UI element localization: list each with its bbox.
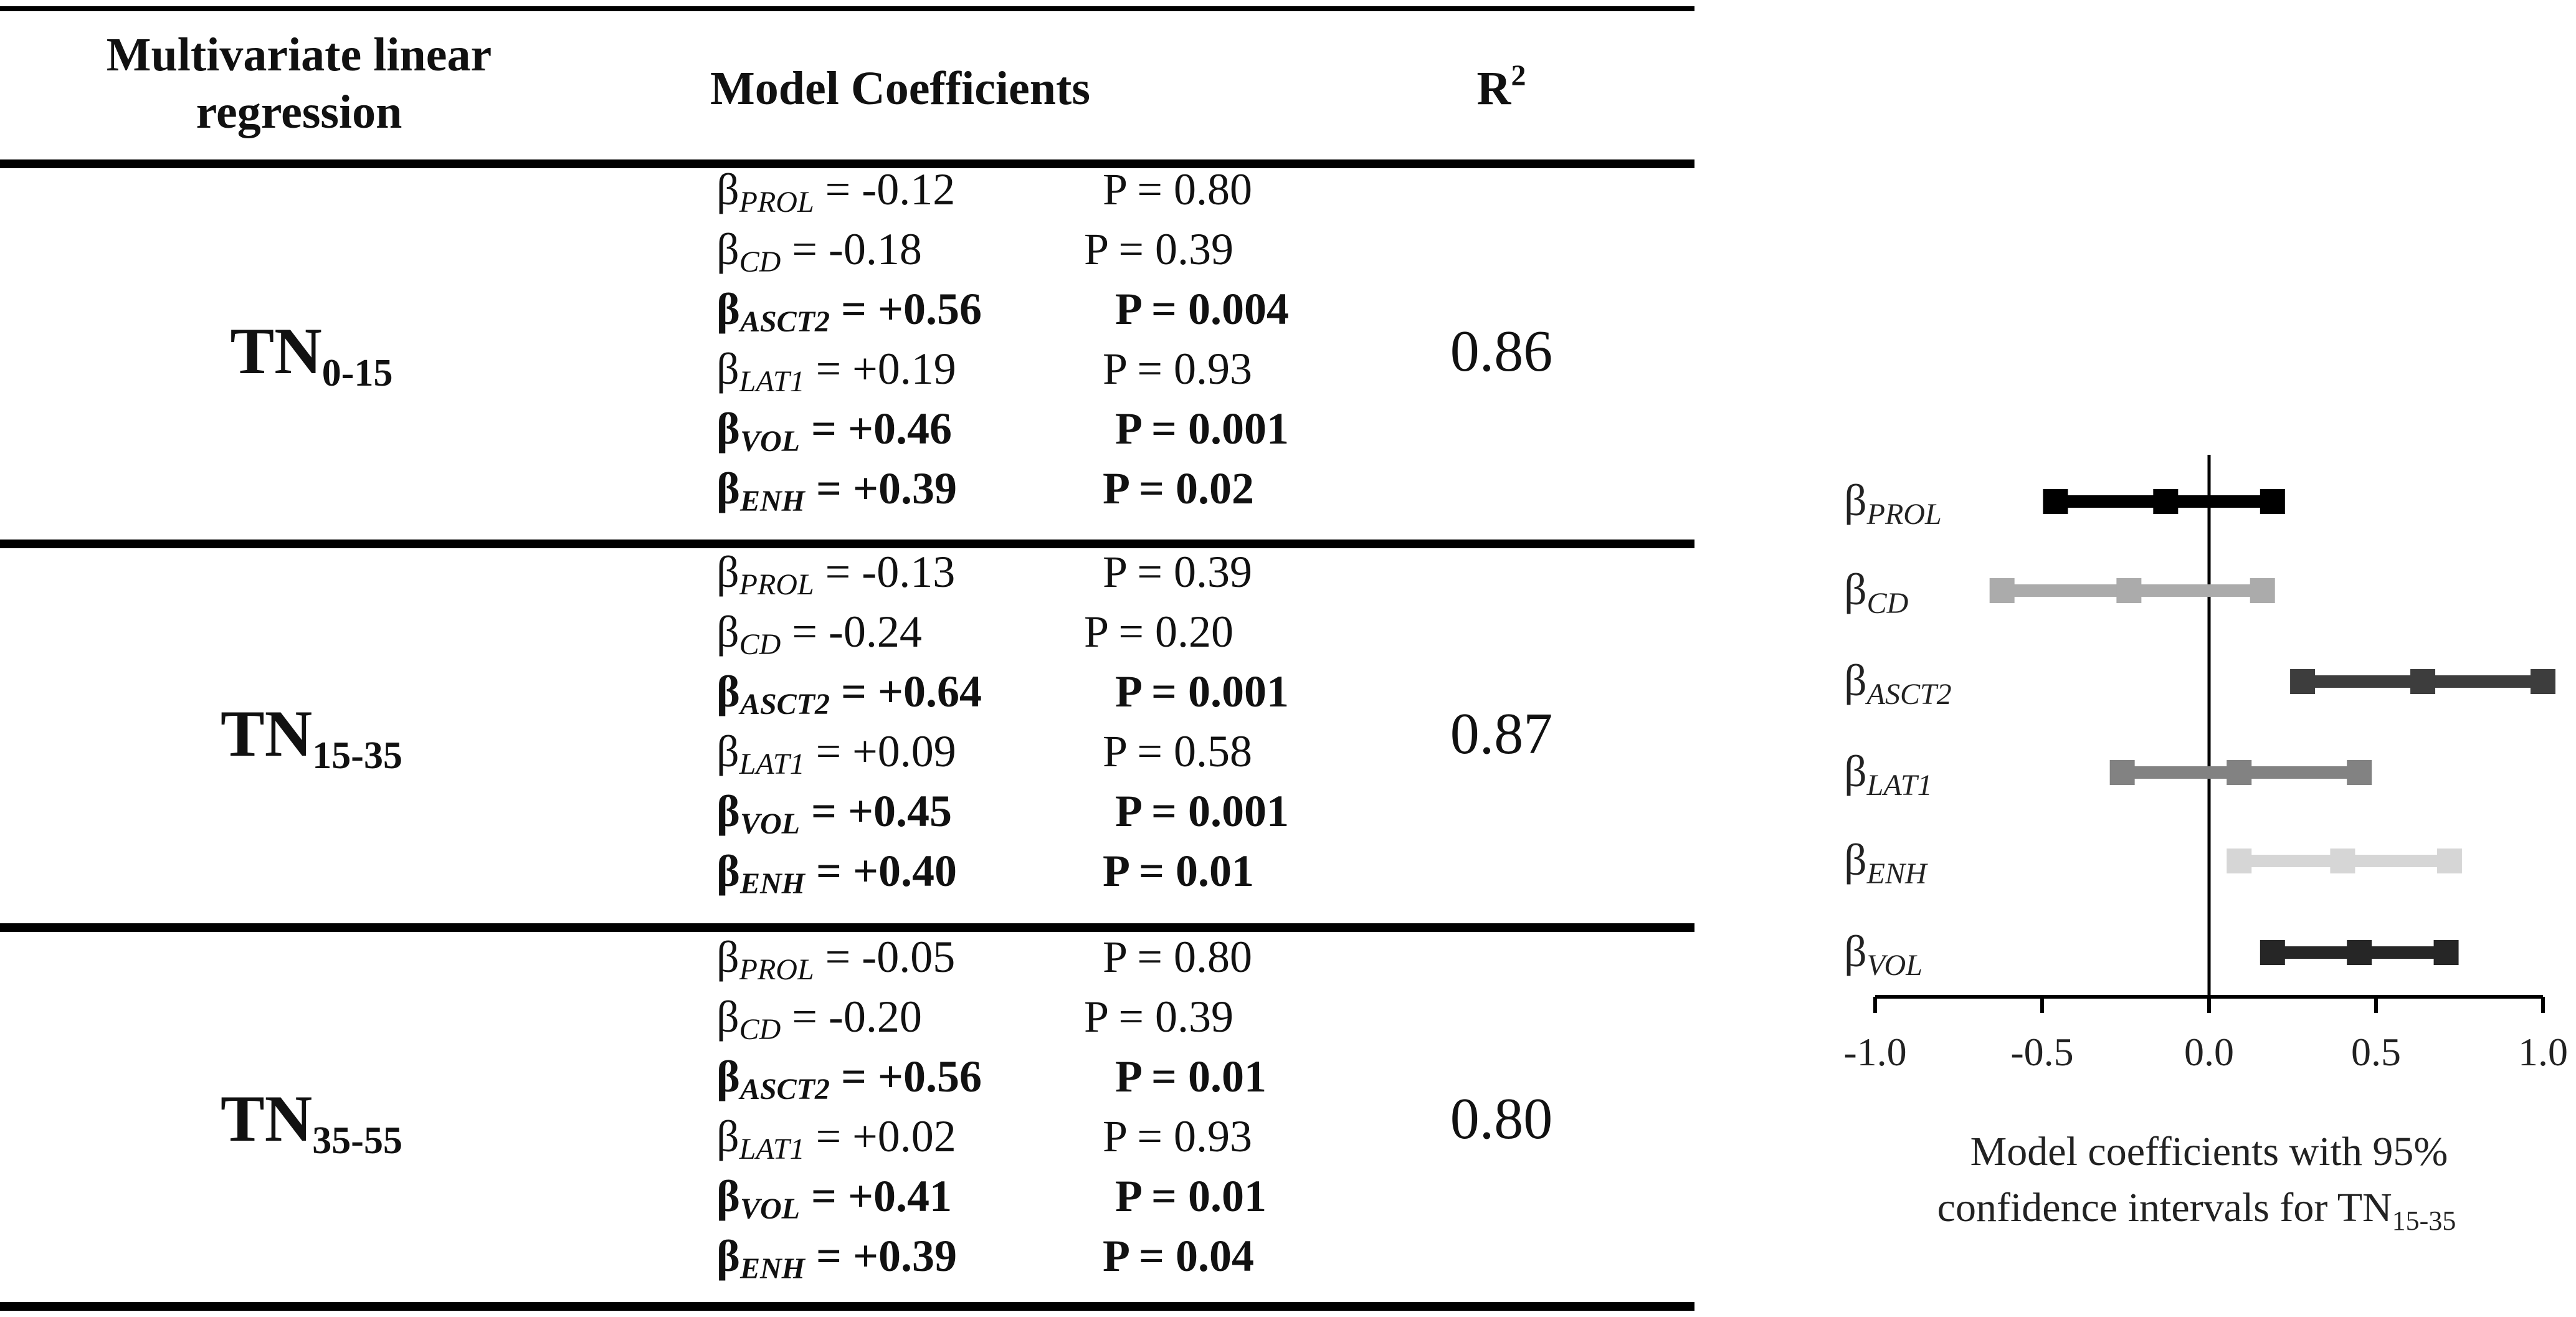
ci-endpoint-marker (2260, 940, 2285, 965)
beta-subscript: VOL (739, 807, 800, 840)
series-label-symbol: β (1844, 926, 1867, 976)
series-label-subscript: PROL (1866, 498, 1942, 531)
estimate-marker (2330, 849, 2355, 873)
p-value: P = 0.39 (1084, 992, 1233, 1042)
x-axis-label-subscript: 15-35 (2392, 1205, 2456, 1236)
coefficient-row (716, 159, 1464, 219)
beta-subscript: ENH (739, 485, 805, 518)
coefficient-row (716, 662, 1464, 721)
coefficient-term (716, 987, 922, 1047)
group-label-subscript: 35-55 (312, 1120, 402, 1162)
coefficient-value: = +0.56 (829, 284, 982, 334)
x-axis-label-line2 (1937, 1185, 2456, 1236)
beta-symbol: β (716, 1171, 740, 1221)
coefficient-row (716, 1106, 1464, 1166)
x-tick-label: 0.5 (2351, 1030, 2401, 1074)
beta-symbol: β (716, 786, 740, 836)
coefficient-value: = +0.02 (804, 1111, 956, 1161)
coefficient-row (716, 1226, 1464, 1286)
beta-subscript: ASCT2 (739, 305, 830, 338)
forest-plot (1757, 436, 2573, 1308)
p-value: P = 0.001 (1115, 404, 1290, 454)
coefficient-row (716, 219, 1464, 279)
beta-subscript: LAT1 (739, 748, 805, 781)
series-label (1844, 655, 1952, 711)
coefficient-value: = +0.19 (804, 344, 956, 394)
series-label-subscript: VOL (1866, 949, 1922, 982)
beta-subscript: ASCT2 (739, 688, 830, 721)
ci-endpoint-marker (2434, 940, 2459, 965)
group-label-base: TN (221, 697, 313, 770)
p-value: P = 0.39 (1103, 547, 1252, 597)
coefficient-value: = +0.64 (829, 667, 982, 716)
coefficient-term (716, 339, 956, 399)
ci-endpoint-marker (2290, 669, 2315, 694)
coefficient-term (716, 721, 956, 781)
r2-superscript: 2 (1511, 59, 1526, 92)
beta-subscript: CD (739, 1013, 781, 1046)
series-label-symbol: β (1844, 655, 1867, 705)
beta-subscript: ENH (739, 867, 805, 900)
series-label (1844, 564, 1908, 620)
beta-symbol: β (716, 164, 739, 214)
coefficient-term (716, 1166, 952, 1226)
coefficient-row (716, 339, 1464, 399)
series-label-symbol: β (1844, 746, 1867, 796)
ci-endpoint-marker (2250, 578, 2275, 603)
series-label-symbol: β (1844, 475, 1867, 525)
coefficient-row (716, 721, 1464, 781)
p-value: P = 0.04 (1103, 1231, 1255, 1281)
beta-subscript: PROL (739, 568, 814, 601)
p-value: P = 0.004 (1115, 284, 1290, 334)
coefficient-value: = -0.24 (781, 607, 922, 657)
coefficient-row (716, 987, 1464, 1047)
series-label (1844, 746, 1932, 802)
coefficient-term (716, 602, 922, 662)
p-value: P = 0.001 (1115, 667, 1290, 716)
coefficient-row (716, 459, 1464, 518)
p-value: P = 0.39 (1084, 224, 1233, 274)
group-label-base: TN (230, 315, 322, 387)
ci-endpoint-marker (1990, 578, 2015, 603)
x-tick-label: -0.5 (2010, 1030, 2074, 1074)
header-line: Multivariate linear (106, 29, 492, 81)
beta-subscript: PROL (739, 186, 814, 219)
coefficient-term (716, 841, 957, 901)
beta-symbol: β (716, 547, 739, 597)
beta-symbol: β (716, 1111, 739, 1161)
coefficient-term (716, 459, 957, 518)
ci-endpoint-marker (2043, 489, 2068, 514)
r-squared-value: 0.80 (1450, 1086, 1553, 1151)
p-value: P = 0.80 (1103, 164, 1252, 214)
beta-symbol: β (716, 932, 739, 982)
ci-endpoint-marker (2437, 849, 2462, 873)
table-top-rule (0, 6, 1694, 11)
coefficient-term (716, 781, 952, 841)
ci-endpoint-marker (2531, 669, 2555, 694)
coefficient-value: = +0.39 (804, 1231, 958, 1281)
p-value: P = 0.01 (1115, 1171, 1267, 1221)
series-label-subscript: LAT1 (1866, 769, 1932, 802)
coefficient-value: = +0.56 (829, 1052, 982, 1101)
series-label-subscript: ENH (1866, 857, 1927, 890)
group-label-subscript: 0-15 (321, 352, 393, 394)
r-squared-value: 0.87 (1450, 701, 1553, 766)
coefficient-value: = -0.05 (814, 932, 956, 982)
ci-endpoint-marker (2347, 760, 2372, 785)
ci-endpoint-marker (2227, 849, 2251, 873)
coefficient-term (716, 1226, 957, 1286)
forest-plot-svg (1757, 436, 2573, 1308)
group-label-subscript: 15-35 (312, 735, 402, 777)
beta-symbol: β (716, 464, 740, 513)
r2-base: R (1476, 62, 1511, 115)
coefficient-term (716, 279, 982, 339)
coefficient-term (716, 927, 955, 987)
coefficient-term (716, 542, 955, 602)
beta-subscript: VOL (739, 425, 800, 458)
beta-subscript: CD (739, 628, 781, 661)
coefficient-term (716, 662, 982, 721)
series-label (1844, 835, 1928, 890)
beta-symbol: β (716, 846, 740, 896)
header-r-squared (1420, 60, 1582, 117)
x-axis-label-text: confidence intervals for TN (1937, 1185, 2392, 1230)
coefficient-row (716, 1166, 1464, 1226)
r-squared-value: 0.86 (1450, 319, 1553, 384)
coefficient-row (716, 841, 1464, 901)
x-tick-label: 1.0 (2518, 1030, 2568, 1074)
series-label (1844, 926, 1922, 982)
beta-symbol: β (716, 224, 739, 274)
coefficient-value: = -0.20 (781, 992, 922, 1042)
beta-symbol: β (716, 344, 739, 394)
coefficient-value: = +0.40 (804, 846, 958, 896)
beta-subscript: LAT1 (739, 365, 805, 398)
estimate-marker (2116, 578, 2141, 603)
coefficient-term (716, 1047, 982, 1106)
group-label-base: TN (221, 1082, 313, 1155)
group-label (125, 697, 498, 777)
estimate-marker (2153, 489, 2178, 514)
coefficient-value: = +0.46 (799, 404, 952, 454)
beta-symbol: β (716, 667, 740, 716)
beta-subscript: ENH (739, 1252, 805, 1285)
beta-subscript: LAT1 (739, 1133, 805, 1166)
p-value: P = 0.93 (1103, 344, 1252, 394)
coefficient-value: = +0.39 (804, 464, 958, 513)
p-value: P = 0.80 (1103, 932, 1252, 982)
p-value: P = 0.01 (1115, 1052, 1267, 1101)
x-tick-label: -1.0 (1843, 1030, 1907, 1074)
coefficient-row (716, 927, 1464, 987)
series-label (1844, 475, 1942, 531)
beta-subscript: PROL (739, 953, 814, 986)
beta-subscript: CD (739, 245, 781, 278)
beta-symbol: β (716, 726, 739, 776)
ci-endpoint-marker (2110, 760, 2135, 785)
coefficient-term (716, 399, 952, 459)
table-bottom-rule (0, 1302, 1694, 1311)
ci-endpoint-marker (2260, 489, 2285, 514)
p-value: P = 0.001 (1115, 786, 1290, 836)
coefficient-value: = -0.18 (781, 224, 922, 274)
beta-symbol: β (716, 607, 739, 657)
header-model-coefficients: Model Coefficients (710, 62, 1090, 115)
p-value: P = 0.93 (1103, 1111, 1252, 1161)
series-label-subscript: CD (1866, 587, 1909, 620)
coefficient-term (716, 1106, 956, 1166)
coefficient-term (716, 219, 922, 279)
estimate-marker (2410, 669, 2435, 694)
coefficient-value: = +0.41 (799, 1171, 952, 1221)
beta-symbol: β (716, 992, 739, 1042)
p-value: P = 0.01 (1103, 846, 1255, 896)
header-line: regression (196, 86, 402, 138)
coefficient-value: = +0.45 (799, 786, 952, 836)
coefficient-row (716, 1047, 1464, 1106)
coefficient-row (716, 781, 1464, 841)
header-multivariate-linear-regression (50, 26, 548, 141)
beta-symbol: β (716, 1231, 740, 1281)
coefficient-value: = +0.09 (804, 726, 956, 776)
coefficient-row (716, 279, 1464, 339)
p-value: P = 0.02 (1103, 464, 1255, 513)
beta-subscript: ASCT2 (739, 1073, 830, 1106)
coefficient-row (716, 602, 1464, 662)
group-label (125, 314, 498, 394)
estimate-marker (2347, 940, 2372, 965)
beta-subscript: VOL (739, 1192, 800, 1225)
x-tick-label: 0.0 (2184, 1030, 2234, 1074)
series-label-symbol: β (1844, 564, 1867, 614)
beta-symbol: β (716, 1052, 740, 1101)
coefficient-row (716, 399, 1464, 459)
coefficient-row (716, 542, 1464, 602)
x-axis-label-line1: Model coefficients with 95% (1970, 1129, 2448, 1174)
group-label (125, 1082, 498, 1162)
estimate-marker (2227, 760, 2251, 785)
coefficient-value: = -0.12 (814, 164, 956, 214)
beta-symbol: β (716, 284, 740, 334)
coefficient-term (716, 159, 955, 219)
coefficient-value: = -0.13 (814, 547, 956, 597)
p-value: P = 0.20 (1084, 607, 1233, 657)
p-value: P = 0.58 (1103, 726, 1252, 776)
beta-symbol: β (716, 404, 740, 454)
series-label-symbol: β (1844, 835, 1867, 885)
series-label-subscript: ASCT2 (1866, 678, 1952, 711)
